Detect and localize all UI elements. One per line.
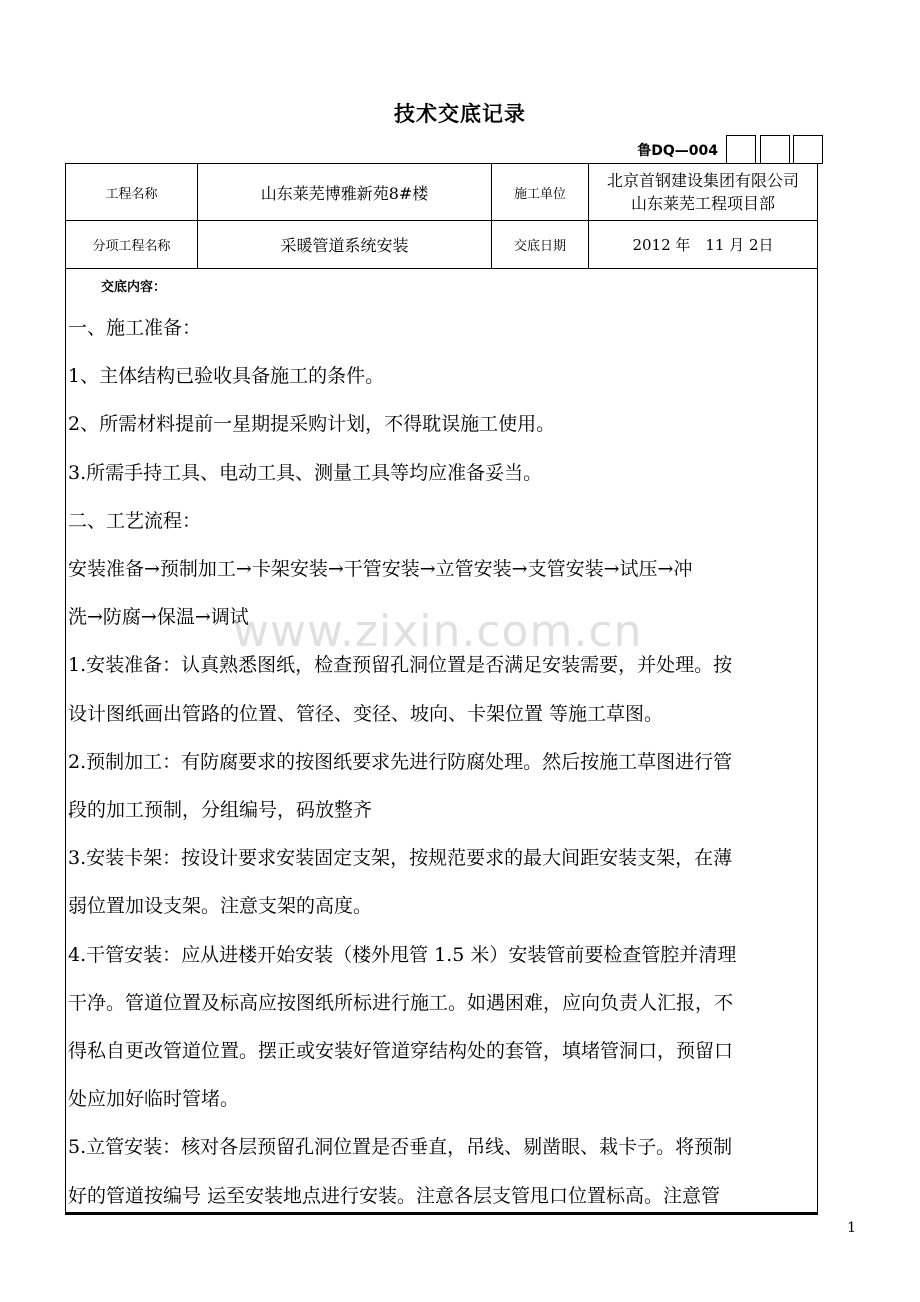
date-value: 2012 年 11 月 2日 [589,221,818,269]
content-line: 干净。管道位置及标高应按图纸所标进行施工。如遇困难，应向负责人汇报，不 [68,991,734,1014]
content-line: 安装准备→预制加工→卡架安装→干管安装→立管安装→支管安装→试压→冲 [68,558,693,581]
content-line: 5.立管安装：核对各层预留孔洞位置是否垂直，吊线、剔凿眼、栽卡子。将预制 [68,1136,733,1159]
date-label: 交底日期 [492,221,589,269]
header-table [65,163,818,269]
page-number: 1 [847,1220,856,1236]
content-line: 2.预制加工：有防腐要求的按图纸要求先进行防腐处理。然后按施工草图进行管 [68,750,733,773]
code-box-2 [760,135,790,164]
code-line [0,135,920,165]
content-line: 弱位置加设支架。注意支架的高度。 [68,895,373,918]
content-label: 交底内容： [101,280,167,295]
content-line: 2、所需材料提前一星期提采购计划，不得耽误施工使用。 [68,413,556,436]
subproject-label: 分项工程名称 [66,221,198,269]
content-line: 一、施工准备： [68,317,202,339]
subproject-value: 采暖管道系统安装 [198,221,492,269]
content-line: 得私自更改管道位置。摆正或安装好管道穿结构处的套管，填堵管洞口，预留口 [68,1040,734,1063]
document-code: 鲁DQ—004 [637,143,718,159]
content-line: 3.所需手持工具、电动工具、测量工具等均应准备妥当。 [68,461,543,484]
construction-unit-label: 施工单位 [492,164,589,221]
content-line: 1、主体结构已验收具备施工的条件。 [68,365,385,388]
construction-unit-line1: 北京首钢建设集团有限公司 [606,171,799,190]
document-title: 技术交底记录 [394,102,526,126]
code-box-1 [726,135,756,164]
content-line: 4.干管安装：应从进楼开始安装（楼外甩管 1.5 米）安装管前要检查管腔并清理 [68,943,737,966]
construction-unit-value [589,164,818,221]
content-line: 段的加工预制，分组编号，码放整齐 [68,799,373,822]
content-line: 二、工艺流程： [68,509,202,532]
content-cell [65,268,818,1215]
content-line: 处应加好临时管堵。 [68,1088,240,1111]
content-line: 洗→防腐→保温→调试 [68,606,249,629]
watermark: www.zixin.com.cn [233,606,643,657]
code-box-3 [793,135,823,164]
project-name-label: 工程名称 [66,164,198,221]
content-line: 设计图纸画出管路的位置、管径、变径、坡向、卡架位置 等施工草图。 [68,702,664,725]
content-line: 好的管道按编号 运至安装地点进行安装。注意各层支管甩口位置标高。注意管 [68,1184,721,1207]
content-body [68,304,816,1220]
construction-unit-line2: 山东莱芜工程项目部 [630,194,775,213]
content-line: 3.安装卡架：按设计要求安装固定支架，按规范要求的最大间距安装支架，在薄 [68,847,733,870]
content-line: 1.安装准备：认真熟悉图纸，检查预留孔洞位置是否满足安装需要，并处理。按 [68,654,733,677]
project-name-value: 山东莱芜博雅新苑8#楼 [198,164,492,221]
